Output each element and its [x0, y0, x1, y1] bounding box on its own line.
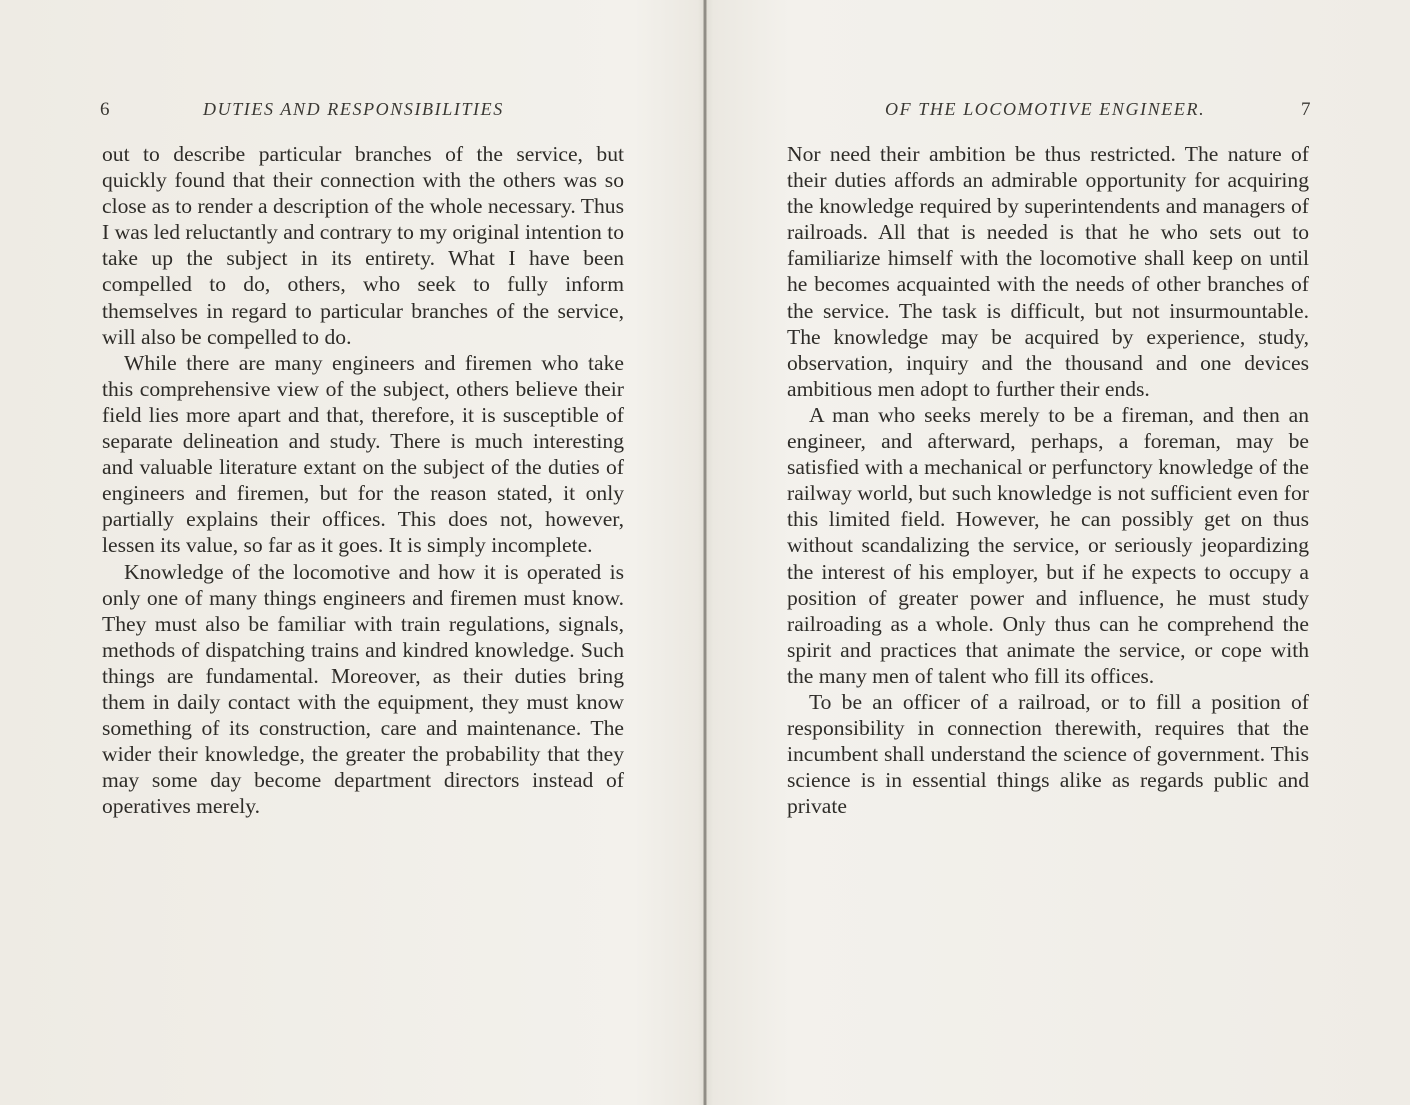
running-head-left: DUTIES AND RESPONSIBILITIES [203, 99, 504, 119]
paragraph: out to describe particular branches of the service, but quickly found that their connection with the others was so close as to render a description of the whole necessary. Thus I was led reluctantly and contrary to my original intention to take up the subject in its entirety. What I have been compelled to do, others, who seek to fully inform themselves in regard to particular branches of the service, will also be compelled to do. [102, 142, 624, 349]
page-number-left: 6 [100, 99, 110, 120]
paragraph: While there are many engineers and firemen who take this comprehensive view of the subject, others believe their field lies more apart and that, therefore, it is susceptible of separate delineation and study. There is much interesting and valuable literature extant on the subject of the duties of engineers and firemen, but for the reason stated, it only partially explains their offices. This does not, however, lessen its value, so far as it goes. It is simply incomplete. [102, 350, 624, 558]
paragraph: A man who seeks merely to be a fireman, and then an engineer, and afterward, perhaps, a foreman, may be satisfied with a mechanical or perfunctory knowledge of the railway world, but such knowledge is not sufficient even for this limited field. However, he can possibly get on thus without scandalizing the service, or seriously jeopardizing the interest of his employer, but if he expects to occupy a position of greater power and influence, he must study railroading as a whole. Only thus can he comprehend the spirit and practices that animate the service, or cope with the many men of talent who fill its offices. [787, 402, 1309, 688]
paragraph: Knowledge of the locomotive and how it is operated is only one of many things engineers and firemen must know. They must also be familiar with train regulations, signals, methods of dispatching trains and kindred knowledge. Such things are fundamental. Moreover, as their duties bring them in daily contact with the equipment, they must know something of its construction, care and maintenance. The wider their knowledge, the greater the probability that they may some day become department directors instead of operatives merely. [102, 559, 624, 819]
paragraph: To be an officer of a railroad, or to fill a position of responsibility in connection therewith, requires that the incumbent shall understand the science of government. This science is in essential things alike as regards public and private [787, 689, 1309, 819]
right-page-body [787, 141, 1309, 819]
left-page-body [102, 141, 624, 819]
left-page [0, 0, 703, 1105]
page-number-right: 7 [1301, 99, 1311, 120]
paragraph: Nor need their ambition be thus restricted. The nature of their duties affords an admirable opportunity for acquiring the knowledge required by superintendents and managers of railroads. All that is needed is that he who sets out to familiarize himself with the locomotive shall keep on until he becomes acquainted with the needs of other branches of the service. The task is difficult, but not insurmountable. The knowledge may be acquired by experience, study, observation, inquiry and the thousand and one devices ambitious men adopt to further their ends. [787, 142, 1309, 401]
running-head-right: OF THE LOCOMOTIVE ENGINEER. [885, 99, 1206, 119]
right-page [707, 0, 1410, 1105]
